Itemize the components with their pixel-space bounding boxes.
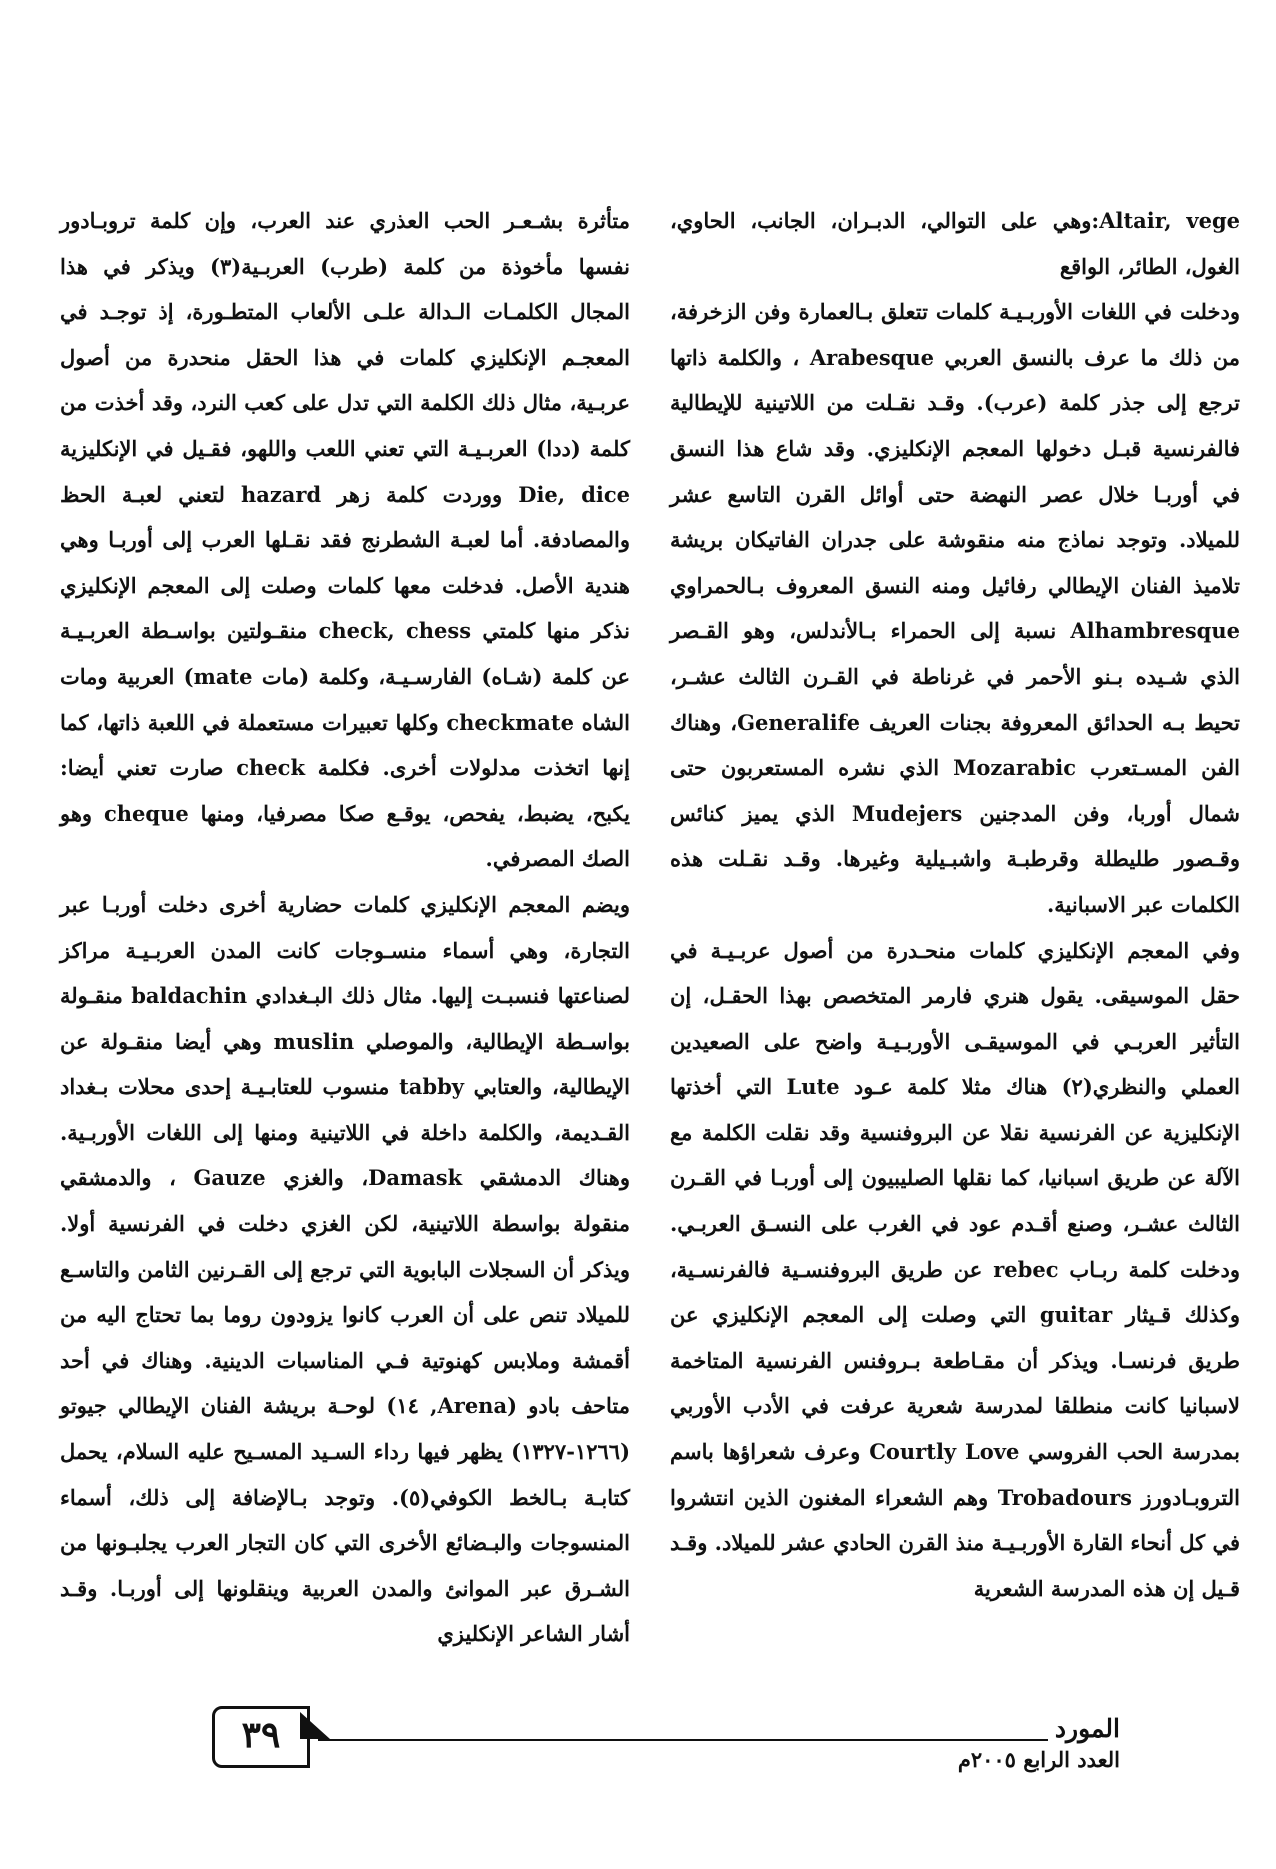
page-number: ٣٩ <box>212 1706 310 1768</box>
left-column <box>60 198 630 1657</box>
paragraph: ويضم المعجم الإنكليزي كلمات حضارية أخرى دخلت أوربـا عبر التجارة، وهي أسماء منسـوجات كانت المدن العربـيـة مراكز لصناعتها فنسبـت إليها. مثال ذلك البـغدادي baldachin منقـولة بواسـطة الإيطالية، والموصلي muslin وهي أيضا منقـولة عن الإيطالية، والعتابي tabby منسوب للعتابـيـة إحدى محلات بـغداد القـديمة، والكلمة داخلة في اللاتينية ومنها إلى اللغات الأوربـية. وهناك الدمشقي Damask، والغزي Gauze ، والدمشقي منقولة بواسطة اللاتينية، لكن الغزي دخلت في الفرنسية أولا. ويذكر أن السجلات البابوية التي ترجع إلى القـرنين الثامن والتاسـع للميلاد تنص على أن العرب كانوا يزودون روما بما تحتاج اليه من أقمشة وملابس كهنوتية فـي المناسبات الدينية. وهناك في أحد متاحف بادو (Arena, ١٤) لوحـة بريشة الفنان الإيطالي جيوتو (١٢٦٦-١٣٢٧) يظهر فيها رداء السـيد المسـيح عليه السلام، يحمل كتابـة بـالخط الكوفي(٥). وتوجد بـالإضافة إلى ذلك، أسماء المنسوجات والبـضائع الأخرى التي كان التجار العرب يجلبـونها من الشـرق عبر الموانئ والمدن العربية وينقلونها إلى أوربـا. وقـد أشار الشاعر الإنكليزي <box>60 891 631 1647</box>
footer-rule <box>318 1739 1048 1741</box>
page-number-arrow <box>300 1712 330 1739</box>
right-column <box>670 198 1240 1611</box>
paragraph: متأثرة بشـعـر الحب العذري عند العرب، وإن كلمة تروبـادور نفسها مأخوذة من كلمة (طرب) العربـية(٣) ويذكر في هذا المجال الكلمـات الـدالة علـى الألعاب المتطـورة، إذ توجـد في المعجـم الإنكليزي كلمات في هذا الحقل منحدرة من أصول عربـية، مثال ذلك الكلمة التي تدل على كعب النرد، وقد أخذت من كلمة (ددا) العربـيـة التي تعني اللعب واللهو، فقـيل في الإنكليزية Die, dice ووردت كلمة زهر hazard لتعني لعبـة الحظ والمصادفة. أما لعبـة الشطرنج فقد نقـلها العرب إلى أوربـا وهي هندية الأصل. فدخلت معها كلمات وصلت إلى المعجم الإنكليزي نذكر منها كلمتي check, chess منقـولتين بواسـطة العربـيـة عن كلمة (شـاه) الفارسـيـة، وكلمة (مات mate) العربية ومات الشاه checkmate وكلها تعبيرات مستعملة في اللعبة ذاتها، كما إنها اتخذت مدلولات أخرى. فكلمة check صارت تعني أيضا: يكبح، يضبط، يفحص، يوقـع صكا مصرفيا، ومنها cheque وهو الصك المصرفي. <box>60 208 631 872</box>
paragraph: وفي المعجم الإنكليزي كلمات منحـدرة من أصول عربـيـة في حقل الموسيقى. يقول هنري فارمر المتخصص بهذا الحقـل، إن التأثير العربـي في الموسيقـى الأوربـيـة واضح على الصعيدين العملي والنظري(٢) هناك مثلا كلمة عـود Lute التي أخذتها الإنكليزية عن الفرنسية نقلا عن البروفنسية وقد نقلت الكلمة مع الآلة عن طريق اسبانيا، كما نقلها الصليبيون إلى أوربـا في القـرن الثالث عشـر، وصنع أقـدم عود في الغرب على النسـق العربـي. ودخلت كلمة ربـاب rebec عن طريق البروفنسـية فالفرنسـية، وكذلك قـيثار guitar التي وصلت إلى المعجم الإنكليزي عن طريق فرنسـا. ويذكر أن مقـاطعة بـروفنس الفرنسية المتاخمة لاسبانيا كانت منطلقا لمدرسة شعرية عرفت في الأدب الأوربي بمدرسة الحب الفروسي Courtly Love وعرف شعراؤها باسم التروبـادورز Trobadours وهم الشعراء المغنون الذين انتشروا في كل أنحاء القارة الأوربـيـة منذ القرن الحادي عشر للميلاد. وقـد قـيل إن هذه المدرسة الشعرية <box>670 937 1241 1601</box>
issue-label: العدد الرابع ٢٠٠٥م <box>957 1747 1120 1772</box>
paragraph: Altair, vege:وهي على التوالي، الدبـران، الجانب، الحاوي، الغول، الطائر، الواقع <box>670 208 1240 279</box>
paragraph: ودخلت في اللغات الأوربـيـة كلمات تتعلق بـالعمارة وفن الزخرفة، من ذلك ما عرف بالنسق العربي Arabesque ، والكلمة ذاتها ترجع إلى جذر كلمة (عرب). وقـد نقـلت من اللاتينية للإيطالية فالفرنسية قبـل دخولها المعجم الإنكليزي. وقد شاع هذا النسق في أوربـا خلال عصر النهضة حتى أوائل القرن التاسع عشر للميلاد. وتوجد نماذج منه منقوشة على جدران الفاتيكان بريشة تلاميذ الفنان الإيطالي رفائيل ومنه النسق المعروف بـالحمراوي Alhambresque نسبة إلى الحمراء بـالأندلس، وهو القـصر الذي شـيده بـنو الأحمر في غرناطة في القـرن الثالث عشـر، تحيط بـه الحدائق المعروفة بجنات العريف Generalife، وهناك الفن المسـتعرب Mozarabic الذي نشره المستعربون حتى شمال أوربا، وفن المدجنين Mudejers الذي يميز كنائس وقـصور طليطلة وقرطبـة واشبـيلية وغيرها. وقـد نقـلت هذه الكلمات عبر الاسبانية. <box>670 299 1241 917</box>
journal-name: المورد <box>1054 1714 1120 1743</box>
